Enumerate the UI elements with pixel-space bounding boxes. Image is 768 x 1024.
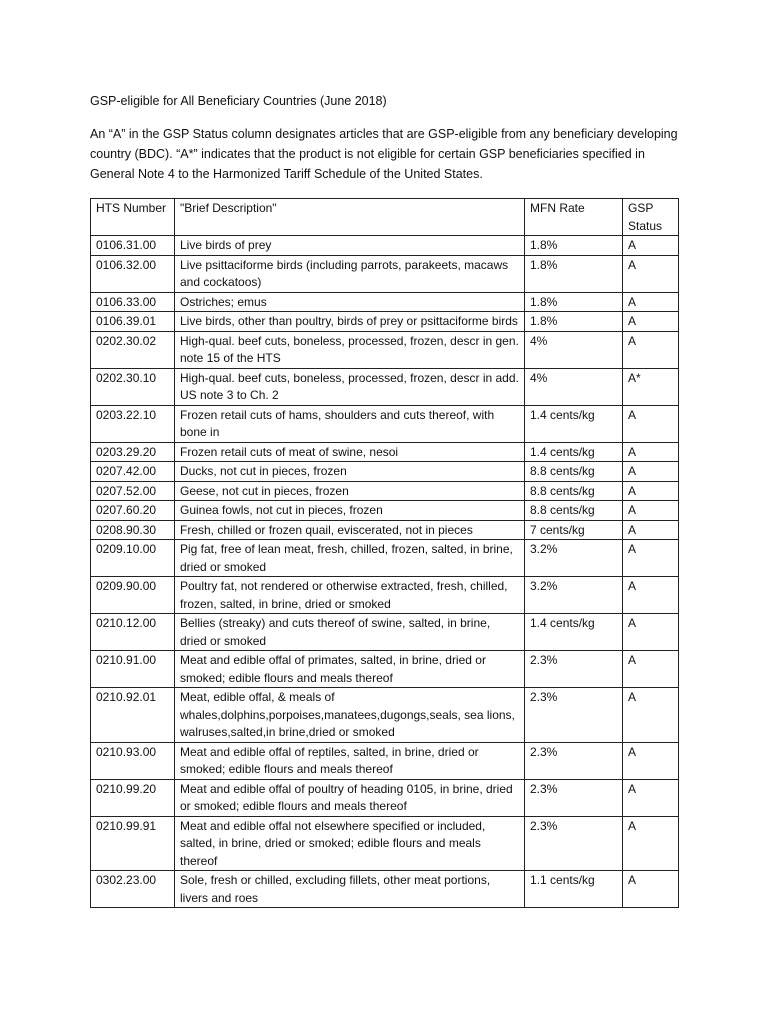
gsp-status-cell: A — [623, 255, 679, 292]
mfn-rate-cell: 3.2% — [525, 577, 623, 614]
gsp-status-cell: A — [623, 442, 679, 462]
hts-number-cell: 0208.90.30 — [91, 520, 175, 540]
hts-number-cell: 0210.92.01 — [91, 688, 175, 743]
table-row — [91, 462, 679, 482]
description-cell: Meat and edible offal of primates, salted, in brine, dried or smoked; edible flours and meals thereof — [175, 651, 525, 688]
table-row — [91, 368, 679, 405]
description-cell: High-qual. beef cuts, boneless, processed, frozen, descr in add. US note 3 to Ch. 2 — [175, 368, 525, 405]
mfn-rate-cell: 2.3% — [525, 688, 623, 743]
table-row — [91, 779, 679, 816]
description-cell: Ducks, not cut in pieces, frozen — [175, 462, 525, 482]
table-row — [91, 331, 679, 368]
hts-number-cell: 0203.29.20 — [91, 442, 175, 462]
description-cell: Meat and edible offal of poultry of heading 0105, in brine, dried or smoked; edible flours and meals thereof — [175, 779, 525, 816]
gsp-status-cell: A — [623, 481, 679, 501]
gsp-status-cell: A — [623, 331, 679, 368]
description-cell: Frozen retail cuts of meat of swine, nesoi — [175, 442, 525, 462]
table-row — [91, 255, 679, 292]
mfn-rate-cell: 1.1 cents/kg — [525, 871, 623, 908]
mfn-rate-cell: 1.4 cents/kg — [525, 614, 623, 651]
gsp-status-cell: A — [623, 614, 679, 651]
gsp-status-cell: A* — [623, 368, 679, 405]
table-row — [91, 442, 679, 462]
table-row — [91, 481, 679, 501]
document-page — [90, 92, 678, 908]
table-header-row — [91, 199, 679, 236]
mfn-rate-cell: 1.8% — [525, 236, 623, 256]
description-cell: Guinea fowls, not cut in pieces, frozen — [175, 501, 525, 521]
table-row — [91, 614, 679, 651]
description-cell: Meat and edible offal not elsewhere specified or included, salted, in brine, dried or smoked; edible flours and meals thereof — [175, 816, 525, 871]
table-row — [91, 405, 679, 442]
description-cell: Fresh, chilled or frozen quail, eviscerated, not in pieces — [175, 520, 525, 540]
hts-number-cell: 0210.12.00 — [91, 614, 175, 651]
table-row — [91, 577, 679, 614]
gsp-status-cell: A — [623, 871, 679, 908]
hts-number-cell: 0207.52.00 — [91, 481, 175, 501]
description-cell: Live psittaciforme birds (including parrots, parakeets, macaws and cockatoos) — [175, 255, 525, 292]
hts-number-cell: 0202.30.02 — [91, 331, 175, 368]
description-cell: High-qual. beef cuts, boneless, processed, frozen, descr in gen. note 15 of the HTS — [175, 331, 525, 368]
mfn-rate-cell: 1.8% — [525, 312, 623, 332]
hts-number-cell: 0209.90.00 — [91, 577, 175, 614]
gsp-status-cell: A — [623, 501, 679, 521]
table-row — [91, 742, 679, 779]
gsp-status-cell: A — [623, 688, 679, 743]
gsp-status-cell: A — [623, 292, 679, 312]
mfn-rate-cell: 3.2% — [525, 540, 623, 577]
gsp-status-cell: A — [623, 520, 679, 540]
gsp-status-cell: A — [623, 577, 679, 614]
description-cell: Poultry fat, not rendered or otherwise extracted, fresh, chilled, frozen, salted, in brine, dried or smoked — [175, 577, 525, 614]
mfn-rate-cell: 2.3% — [525, 651, 623, 688]
hts-number-cell: 0210.99.91 — [91, 816, 175, 871]
intro-paragraph: An “A” in the GSP Status column designates articles that are GSP-eligible from any beneficiary developing country (BDC). “A*” indicates that the product is not eligible for certain GSP beneficiaries specified in General Note 4 to the Harmonized Tariff Schedule of the United States. — [90, 127, 678, 181]
hts-number-cell: 0302.23.00 — [91, 871, 175, 908]
description-cell: Live birds of prey — [175, 236, 525, 256]
hts-number-cell: 0207.42.00 — [91, 462, 175, 482]
table-body — [91, 236, 679, 908]
description-cell: Bellies (streaky) and cuts thereof of swine, salted, in brine, dried or smoked — [175, 614, 525, 651]
header-hts-number: HTS Number — [91, 199, 175, 236]
hts-number-cell: 0209.10.00 — [91, 540, 175, 577]
description-cell: Pig fat, free of lean meat, fresh, chilled, frozen, salted, in brine, dried or smoked — [175, 540, 525, 577]
header-gsp-status: GSP Status — [623, 199, 679, 236]
mfn-rate-cell: 2.3% — [525, 816, 623, 871]
hts-number-cell: 0207.60.20 — [91, 501, 175, 521]
mfn-rate-cell: 1.8% — [525, 292, 623, 312]
gsp-status-cell: A — [623, 312, 679, 332]
table-row — [91, 816, 679, 871]
description-cell: Live birds, other than poultry, birds of prey or psittaciforme birds — [175, 312, 525, 332]
description-cell: Meat and edible offal of reptiles, salted, in brine, dried or smoked; edible flours and meals thereof — [175, 742, 525, 779]
mfn-rate-cell: 8.8 cents/kg — [525, 501, 623, 521]
table-row — [91, 236, 679, 256]
table-row — [91, 501, 679, 521]
table-row — [91, 520, 679, 540]
gsp-status-cell: A — [623, 779, 679, 816]
mfn-rate-cell: 4% — [525, 368, 623, 405]
table-row — [91, 871, 679, 908]
header-brief-description: "Brief Description" — [175, 199, 525, 236]
table-row — [91, 651, 679, 688]
hts-number-cell: 0106.32.00 — [91, 255, 175, 292]
description-cell: Frozen retail cuts of hams, shoulders and cuts thereof, with bone in — [175, 405, 525, 442]
mfn-rate-cell: 2.3% — [525, 742, 623, 779]
mfn-rate-cell: 1.8% — [525, 255, 623, 292]
table-row — [91, 688, 679, 743]
hts-number-cell: 0210.93.00 — [91, 742, 175, 779]
description-cell: Ostriches; emus — [175, 292, 525, 312]
mfn-rate-cell: 2.3% — [525, 779, 623, 816]
hts-number-cell: 0203.22.10 — [91, 405, 175, 442]
hts-number-cell: 0202.30.10 — [91, 368, 175, 405]
table-row — [91, 540, 679, 577]
hts-number-cell: 0106.31.00 — [91, 236, 175, 256]
gsp-status-cell: A — [623, 236, 679, 256]
gsp-status-cell: A — [623, 651, 679, 688]
mfn-rate-cell: 1.4 cents/kg — [525, 442, 623, 462]
gsp-status-cell: A — [623, 405, 679, 442]
header-mfn-rate: MFN Rate — [525, 199, 623, 236]
table-row — [91, 292, 679, 312]
gsp-status-cell: A — [623, 462, 679, 482]
document-title: GSP-eligible for All Beneficiary Countries (June 2018) — [90, 94, 387, 108]
gsp-status-cell: A — [623, 816, 679, 871]
gsp-status-cell: A — [623, 742, 679, 779]
gsp-table — [90, 198, 679, 908]
description-cell: Geese, not cut in pieces, frozen — [175, 481, 525, 501]
hts-number-cell: 0106.39.01 — [91, 312, 175, 332]
gsp-status-cell: A — [623, 540, 679, 577]
mfn-rate-cell: 8.8 cents/kg — [525, 462, 623, 482]
mfn-rate-cell: 1.4 cents/kg — [525, 405, 623, 442]
hts-number-cell: 0210.99.20 — [91, 779, 175, 816]
mfn-rate-cell: 7 cents/kg — [525, 520, 623, 540]
description-cell: Meat, edible offal, & meals of whales,dolphins,porpoises,manatees,dugongs,seals, sea lions, walruses,salted,in brine,dried or smoked — [175, 688, 525, 743]
hts-number-cell: 0210.91.00 — [91, 651, 175, 688]
table-row — [91, 312, 679, 332]
mfn-rate-cell: 4% — [525, 331, 623, 368]
hts-number-cell: 0106.33.00 — [91, 292, 175, 312]
description-cell: Sole, fresh or chilled, excluding fillets, other meat portions, livers and roes — [175, 871, 525, 908]
mfn-rate-cell: 8.8 cents/kg — [525, 481, 623, 501]
